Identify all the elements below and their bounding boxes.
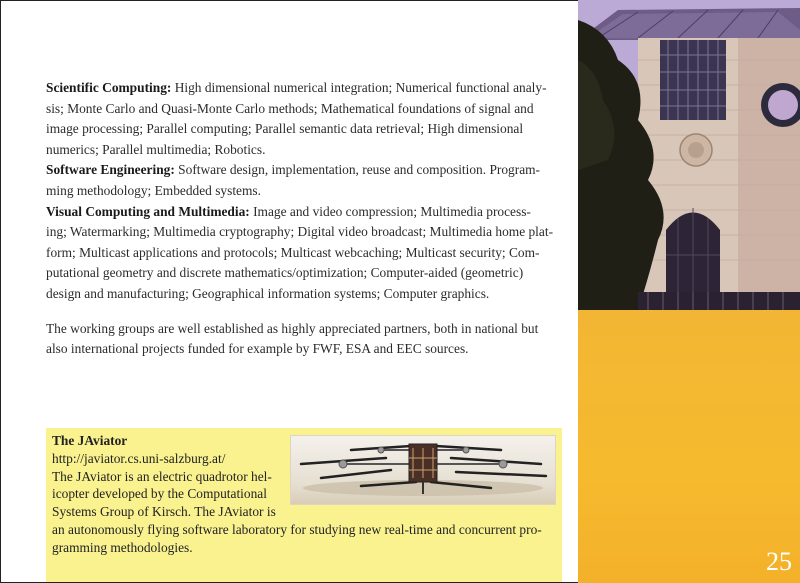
box-full-line: an autonomously flying software laboratory for studying new real-time and concurrent pro-	[52, 521, 542, 537]
page-number: 25	[766, 547, 792, 576]
section-software-engineering: Software Engineering: Software design, implementation, reuse and composition. Program- ming methodology; Embedded systems.	[46, 162, 541, 198]
box-full-line: gramming methodologies.	[52, 539, 193, 555]
javiator-photo	[290, 435, 556, 505]
box-left-line: Systems Group of Kirsch. The JAviator is	[52, 504, 276, 520]
javiator-box	[46, 428, 562, 582]
section-visual-computing: Visual Computing and Multimedia: Image and video compression; Multimedia process- ing; Watermarking; Multimedia cryptography; Digital video broadcast; Multimedia home plat- form; Multicast applications and protocols; Multicast webcaching; Multicast security; Com- putational geometry and discrete mathematics/optimization; Computer-aided (geometric) design and manufacturing; Geographical information systems; Computer graphics.	[46, 203, 554, 301]
working-groups-paragraph: The working groups are well established as highly appreciated partners, both in national but also international projects funded for example by FWF, ESA and EEC sources.	[46, 320, 539, 357]
main-text-column	[46, 78, 558, 360]
yellow-color-band	[578, 310, 800, 583]
section-title: Visual Computing and Multimedia:	[46, 203, 250, 219]
javiator-url-link[interactable]: http://javiator.cs.uni-salzburg.at/	[52, 450, 226, 466]
section-title: Software Engineering:	[46, 162, 175, 178]
section-title: Scientific Computing:	[46, 80, 172, 95]
box-left-line: The JAviator is an electric quadrotor hel-	[52, 468, 272, 484]
building-photo	[578, 0, 800, 310]
box-title: The JAviator	[52, 433, 128, 448]
section-scientific-computing: Scientific Computing: High dimensional numerical integration; Numerical functional analy- sis; Monte Carlo and Quasi-Monte Carlo methods; Mathematical foundations of signal and image processing; Parallel computing; Parallel semantic data retrieval; High dimensional numerics; Parallel multimedia; Robotics.	[46, 80, 547, 157]
box-left-line: icopter developed by the Computational	[52, 486, 267, 502]
